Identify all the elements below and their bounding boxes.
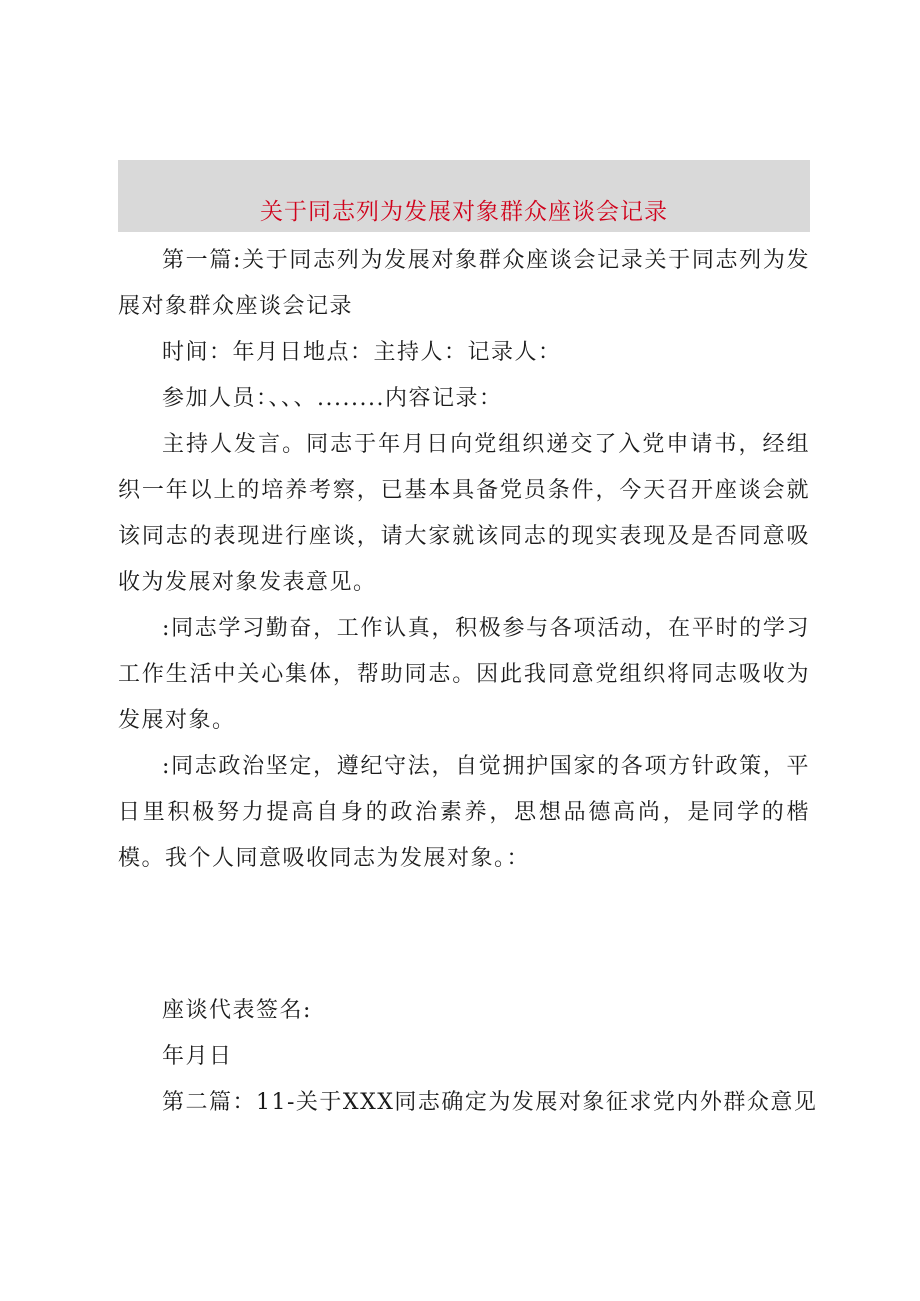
paragraph-host-speech: 主持人发言。同志于年月日向党组织递交了入党申请书，经组织一年以上的培养考察，已基本具备党员条件，今天召开座谈会就该同志的表现进行座谈，请大家就该同志的现实表现及是否同意吸收为发展对象发表意见。 (118, 432, 810, 595)
signature-label: 座谈代表签名: (162, 998, 312, 1023)
paragraph-attendees: 参加人员：、、、........内容记录： (162, 386, 503, 411)
paragraph-time-place: 时间：年月日地点：主持人：记录人： (162, 340, 562, 365)
paragraph-comment-2: :同志政治坚定，遵纪守法，自觉拥护国家的各项方针政策，平日里积极努力提高自身的政治素养，思想品德高尚，是同学的楷模。我个人同意吸收同志为发展对象。： (118, 754, 810, 871)
next-section-heading: 第二篇：11-关于XXX同志确定为发展对象征求党内外群众意见 (162, 1090, 818, 1115)
document-title: 关于同志列为发展对象群众座谈会记录 (260, 198, 668, 225)
signature-block (118, 988, 818, 1126)
document-body (118, 238, 810, 882)
paragraph-comment-1: :同志学习勤奋，工作认真，积极参与各项活动，在平时的学习工作生活中关心集体，帮助同志。因此我同意党组织将同志吸收为发展对象。 (118, 616, 810, 733)
date-line: 年月日 (162, 1044, 233, 1069)
paragraph-intro: 第一篇:关于同志列为发展对象群众座谈会记录关于同志列为发展对象群众座谈会记录 (118, 248, 810, 319)
title-band (118, 160, 810, 232)
